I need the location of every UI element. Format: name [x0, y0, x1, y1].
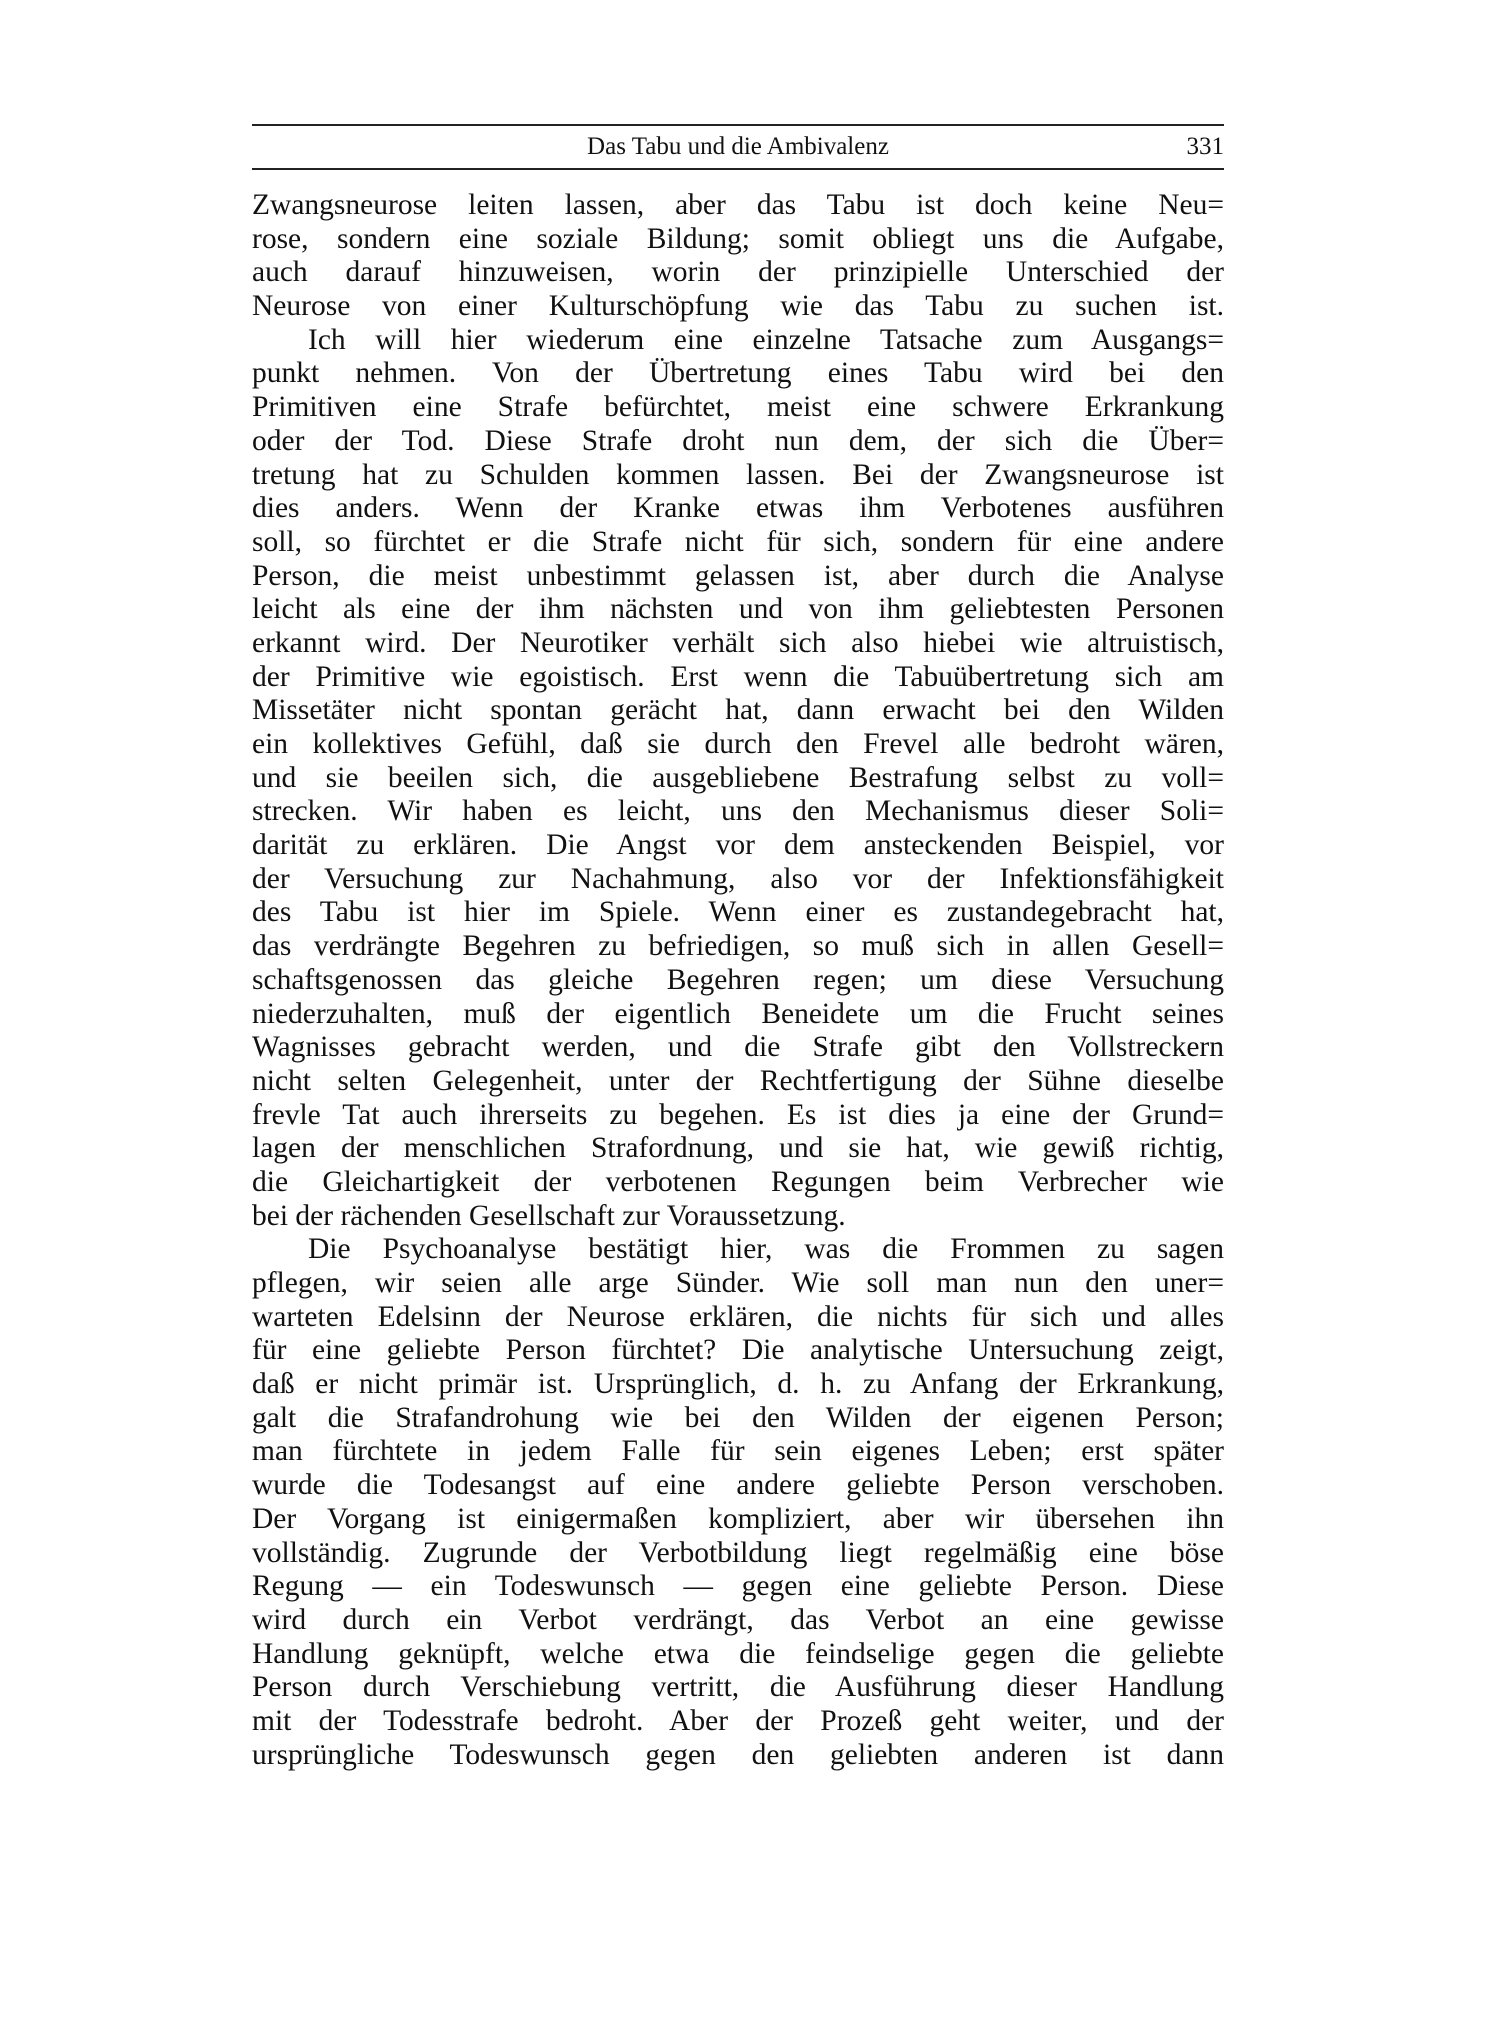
header-rule-top — [252, 124, 1224, 126]
text-line: pflegen, wir seien alle arge Sünder. Wie soll man nun den uner= — [252, 1267, 1224, 1299]
text-line: soll, so fürchtet er die Strafe nicht für sich, sondern für eine andere — [252, 525, 1224, 558]
text-line: Regung — ein Todeswunsch — gegen eine geliebte Person. Diese — [252, 1570, 1224, 1603]
text-line: der Versuchung zur Nachahmung, also vor der Infektionsfähigkeit — [252, 862, 1224, 895]
text-line: Missetäter nicht spontan gerächt hat, dann erwacht bei den Wilden — [252, 694, 1224, 727]
text-line: Person, die meist unbestimmt gelassen ist, aber durch die Analyse — [252, 559, 1224, 592]
text-line: nicht selten Gelegenheit, unter der Rechtfertigung der Sühne dieselbe — [252, 1064, 1224, 1097]
text-line: wurde die Todesangst auf eine andere geliebte Person verschoben. — [252, 1469, 1224, 1502]
text-line: Primitiven eine Strafe befürchtet, meist eine schwere Erkrankung — [252, 391, 1224, 424]
text-line: des Tabu ist hier im Spiele. Wenn einer es zustandegebracht hat, — [252, 896, 1224, 929]
text-line: leicht als eine der ihm nächsten und von ihm geliebtesten Personen — [252, 593, 1224, 626]
text-line: niederzuhalten, muß der eigentlich Beneidete um die Frucht seines — [252, 997, 1224, 1030]
header-rule-bottom — [252, 168, 1224, 170]
text-line: für eine geliebte Person fürchtet? Die analytische Untersuchung zeigt, — [252, 1334, 1224, 1367]
text-line: frevle Tat auch ihrerseits zu begehen. Es ist dies ja eine der Grund= — [252, 1098, 1224, 1131]
text-line: das verdrängte Begehren zu befriedigen, so muß sich in allen Gesell= — [252, 930, 1224, 963]
text-line: ursprüngliche Todeswunsch gegen den geliebten anderen ist dann — [252, 1738, 1224, 1771]
text-line: auch darauf hinzuweisen, worin der prinzipielle Unterschied der — [252, 256, 1224, 289]
text-line: schaftsgenossen das gleiche Begehren regen; um diese Versuchung — [252, 963, 1224, 996]
text-line: man fürchtete in jedem Falle für sein eigenes Leben; erst später — [252, 1435, 1224, 1468]
text-line: Person durch Verschiebung vertritt, die Ausführung dieser Handlung — [252, 1671, 1224, 1704]
text-line: Neurose von einer Kulturschöpfung wie das Tabu zu suchen ist. — [252, 290, 1224, 323]
text-line: Handlung geknüpft, welche etwa die feindselige gegen die geliebte — [252, 1637, 1224, 1670]
text-line: Zwangsneurose leiten lassen, aber das Tabu ist doch keine Neu= — [252, 189, 1224, 221]
text-line: dies anders. Wenn der Kranke etwas ihm Verbotenes ausführen — [252, 492, 1224, 525]
text-line: strecken. Wir haben es leicht, uns den Mechanismus dieser Soli= — [252, 795, 1224, 828]
text-line: Ich will hier wiederum eine einzelne Tatsache zum Ausgangs= — [308, 323, 1224, 356]
text-line: bei der rächenden Gesellschaft zur Voraussetzung. — [252, 1199, 846, 1232]
text-line: tretung hat zu Schulden kommen lassen. Bei der Zwangsneurose ist — [252, 458, 1224, 491]
text-line: und sie beeilen sich, die ausgebliebene Bestrafung selbst zu voll= — [252, 761, 1224, 794]
text-line: daß er nicht primär ist. Ursprünglich, d. h. zu Anfang der Erkrankung, — [252, 1368, 1224, 1401]
page-number: 331 — [1186, 133, 1224, 160]
text-line: oder der Tod. Diese Strafe droht nun dem, der sich die Über= — [252, 424, 1224, 457]
text-line: warteten Edelsinn der Neurose erklären, die nichts für sich und alles — [252, 1300, 1224, 1333]
text-line: galt die Strafandrohung wie bei den Wilden der eigenen Person; — [252, 1401, 1224, 1434]
text-line: vollständig. Zugrunde der Verbotbildung liegt regelmäßig eine böse — [252, 1536, 1224, 1569]
text-line: punkt nehmen. Von der Übertretung eines Tabu wird bei den — [252, 357, 1224, 390]
text-line: Wagnisses gebracht werden, und die Strafe gibt den Vollstreckern — [252, 1031, 1224, 1064]
text-line: ein kollektives Gefühl, daß sie durch den Frevel alle bedroht wären, — [252, 728, 1224, 760]
text-line: wird durch ein Verbot verdrängt, das Verbot an eine gewisse — [252, 1603, 1224, 1636]
text-line: Die Psychoanalyse bestätigt hier, was die Frommen zu sagen — [308, 1233, 1224, 1266]
text-line: lagen der menschlichen Strafordnung, und sie hat, wie gewiß richtig, — [252, 1132, 1224, 1165]
body-text — [252, 189, 1224, 1772]
text-line: der Primitive wie egoistisch. Erst wenn die Tabuübertretung sich am — [252, 660, 1224, 693]
text-line: mit der Todesstrafe bedroht. Aber der Prozeß geht weiter, und der — [252, 1704, 1224, 1737]
text-line: erkannt wird. Der Neurotiker verhält sich also hiebei wie altruistisch, — [252, 626, 1224, 659]
running-title: Das Tabu und die Ambivalenz — [587, 133, 889, 160]
text-line: rose, sondern eine soziale Bildung; somit obliegt uns die Aufgabe, — [252, 222, 1224, 255]
text-line: die Gleichartigkeit der verbotenen Regungen beim Verbrecher wie — [252, 1165, 1224, 1198]
text-line: Der Vorgang ist einigermaßen kompliziert, aber wir übersehen ihn — [252, 1502, 1224, 1535]
text-line: darität zu erklären. Die Angst vor dem ansteckenden Beispiel, vor — [252, 829, 1224, 862]
running-head — [252, 130, 1224, 164]
